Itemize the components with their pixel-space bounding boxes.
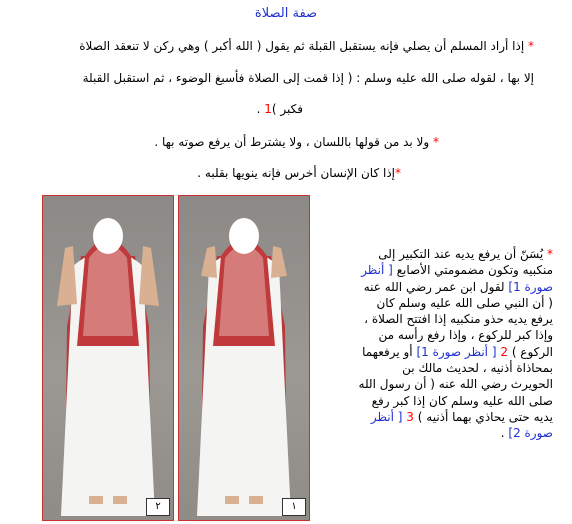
intro-paragraph-3: *إذا كان الإنسان أخرس فإنه ينويها بقلبه . (197, 166, 401, 180)
photo-pair (42, 195, 322, 521)
bullet-star: * (433, 135, 439, 149)
photo-link[interactable]: [ أنظر (361, 263, 393, 278)
footnote-ref[interactable]: 2 (500, 344, 508, 359)
man-raising-hands-photo-icon (179, 196, 309, 520)
side-paragraph: * يُسَنّ أن يرفع يديه عند التكبير إلى منكبيه وتكون مضمومتي الأصابع [ أنظر صورة 1] لقول ابن عمر رضي الله عنه ( أن النبي صلى الله عليه وسلم كان يرفع يديه حذو منكبيه إذا افتتح الصلاة ، وإذا كبر للركوع ، وإذا رفع رأسه من الركوع ) 2 [ أنظر صورة 1] أو يرفعهما بمحاذاة أذنيه ، لحديث مالك بن الحويرث رضي الله عنه ( أن رسول الله صلى الله عليه وسلم كان إذا كبر رفع يديه حتى يحاذي بهما أذنيه ) 3 [ أنظر صورة 2] . (358, 247, 553, 441)
intro-line-1: * إذا أراد المسلم أن يصلي فإنه يستقبل القبلة ثم يقول ( الله أكبر ) وهي ركن لا تنعقد الصلاة (79, 39, 534, 53)
intro-line-2: إلا بها ، لقوله صلى الله عليه وسلم : ( إذا قمت إلى الصلاة فأسبغ الوضوء ، ثم استقبل القبلة (82, 71, 534, 85)
footnote-ref[interactable]: 3 (406, 409, 414, 424)
photo-link[interactable]: صورة 1] (508, 279, 553, 294)
photo-1 (178, 195, 310, 521)
photo-link[interactable]: صورة 2] (508, 426, 553, 441)
page-title: صفة الصلاة (254, 6, 318, 21)
intro-line-3: فكبر )1 . (256, 102, 303, 116)
intro-paragraph-2: * ولا بد من قولها باللسان ، ولا يشترط أن يرفع صوته بها . (154, 135, 439, 149)
man-raising-hands-photo-icon (43, 196, 173, 520)
photo-link[interactable]: [ أنظر صورة 1] (416, 344, 497, 359)
bullet-star: * (528, 39, 534, 53)
photo-number-badge: ٢ (146, 498, 170, 516)
bullet-star: * (395, 166, 401, 180)
footnote-ref[interactable]: 1 (264, 102, 272, 116)
photo-2 (42, 195, 174, 521)
bullet-star: * (547, 247, 553, 261)
photo-link[interactable]: [ أنظر (370, 409, 403, 424)
photo-number-badge: ١ (282, 498, 306, 516)
